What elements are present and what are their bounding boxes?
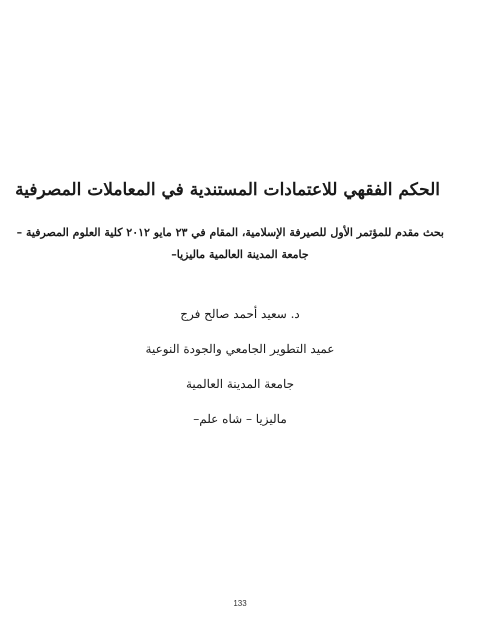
author-block: [40, 306, 440, 446]
author-position: عميد التطوير الجامعي والجودة النوعية: [145, 342, 335, 356]
author-university: جامعة المدينة العالمية: [185, 377, 295, 391]
document-title: الحكم الفقهي للاعتمادات المستندية في المعاملات المصرفية: [15, 180, 440, 200]
author-name: د. سعيد أحمد صالح فرج: [180, 307, 300, 321]
author-location: ماليزيا – شاه علم–: [193, 412, 287, 426]
subtitle-line-1: بحث مقدم للمؤتمر الأول للصيرفة الإسلامية، المقام في ٢٣ مايو ٢٠١٢ كلية العلوم المصرفية –: [16, 226, 444, 239]
page-number: 133: [233, 599, 247, 608]
subtitle-line-2: جامعة المدينة العالمية ماليزيا–: [171, 248, 309, 261]
document-subtitle: [16, 222, 444, 266]
